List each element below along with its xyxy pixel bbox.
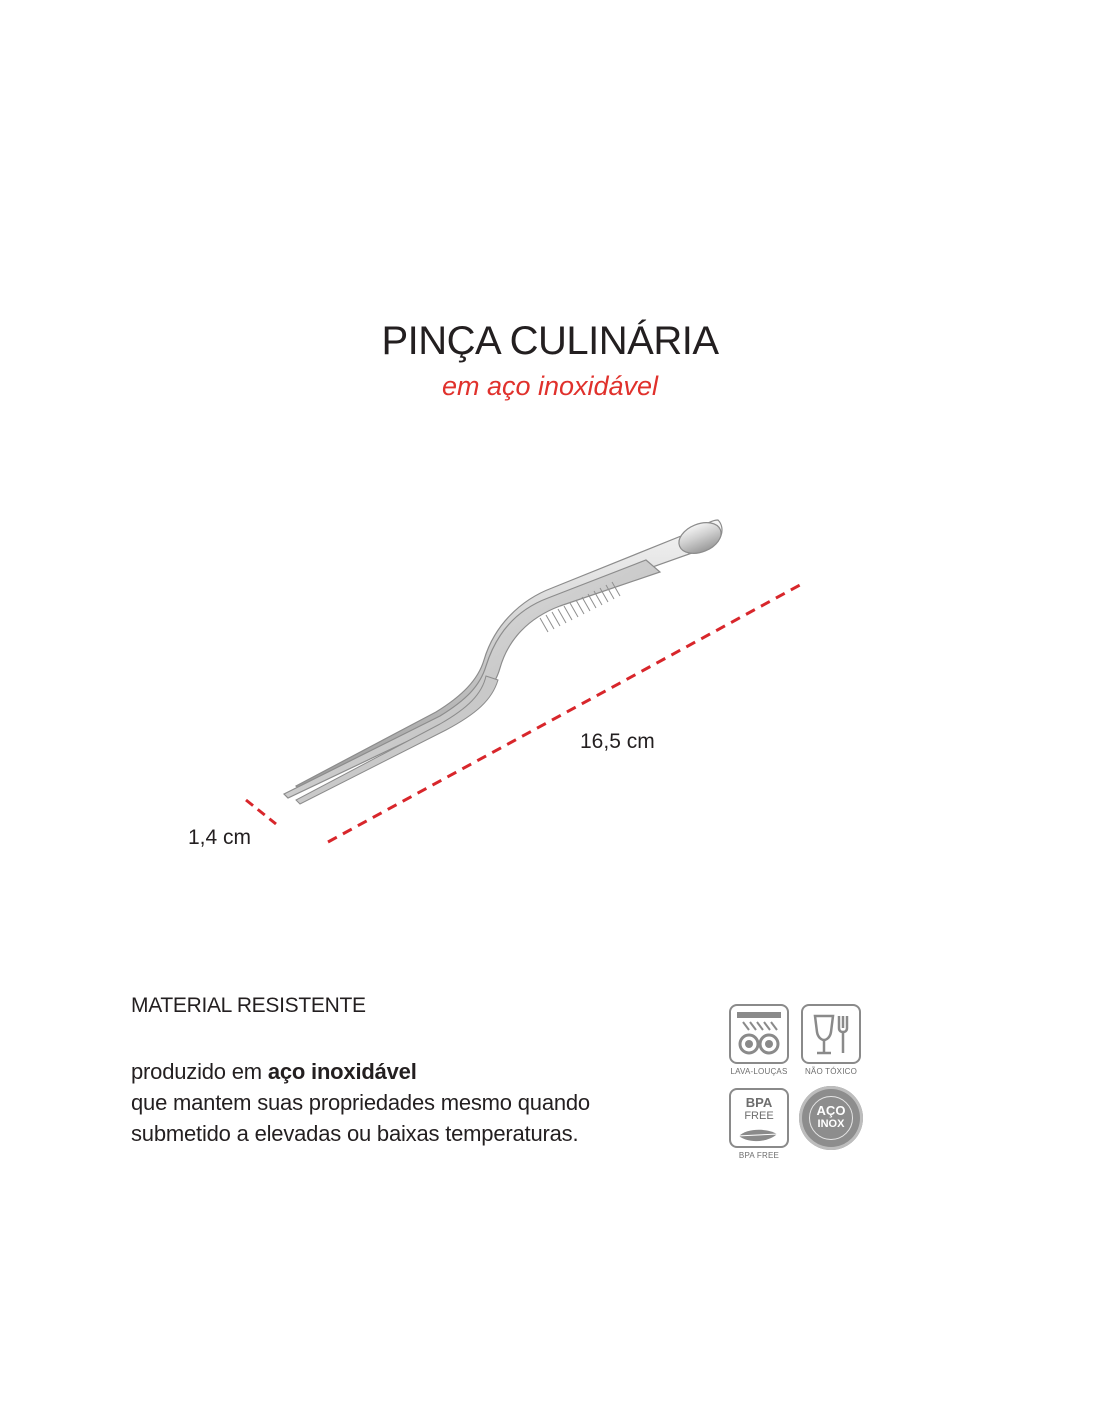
features-description bbox=[131, 1056, 691, 1149]
inox-seal-icon bbox=[799, 1086, 863, 1150]
bpa-free-caption: BPA FREE bbox=[738, 1151, 780, 1160]
width-dimension-line bbox=[246, 800, 276, 824]
description-line-3: submetido a elevadas ou baixas temperaturas. bbox=[131, 1121, 579, 1146]
description-line-1 bbox=[131, 1056, 691, 1087]
tweezers-illustration bbox=[0, 490, 1100, 870]
bpa-leaf-icon bbox=[729, 1088, 789, 1148]
description-line-2: que mantem suas propriedades mesmo quando bbox=[131, 1090, 590, 1115]
product-title: PINÇA CULINÁRIA bbox=[381, 319, 719, 363]
non-toxic-caption: NÃO TÓXICO bbox=[804, 1067, 858, 1076]
length-dimension-line bbox=[328, 585, 800, 842]
features-heading: MATERIAL RESISTENTE bbox=[131, 994, 366, 1017]
inox-top: AÇO bbox=[816, 1103, 846, 1118]
dishwasher-icon bbox=[729, 1004, 789, 1064]
description-bold: aço inoxidável bbox=[267, 1059, 417, 1084]
badges-group bbox=[724, 1002, 874, 1172]
length-label: 16,5 cm bbox=[580, 730, 655, 753]
dishwasher-badge bbox=[726, 1004, 792, 1077]
description-prefix: produzido em bbox=[131, 1059, 268, 1084]
width-label: 1,4 cm bbox=[188, 826, 252, 849]
inox-badge bbox=[798, 1086, 864, 1150]
bpa-box-top: BPA bbox=[745, 1095, 773, 1110]
non-toxic-badge bbox=[798, 1004, 864, 1077]
dishwasher-caption: LAVA-LOUÇAS bbox=[730, 1067, 788, 1076]
product-subtitle: em aço inoxidável bbox=[441, 371, 659, 401]
glass-fork-icon bbox=[801, 1004, 861, 1064]
bpa-box-bottom: FREE bbox=[744, 1110, 774, 1122]
bpa-free-badge bbox=[726, 1088, 792, 1161]
inox-bottom: INOX bbox=[817, 1118, 845, 1130]
